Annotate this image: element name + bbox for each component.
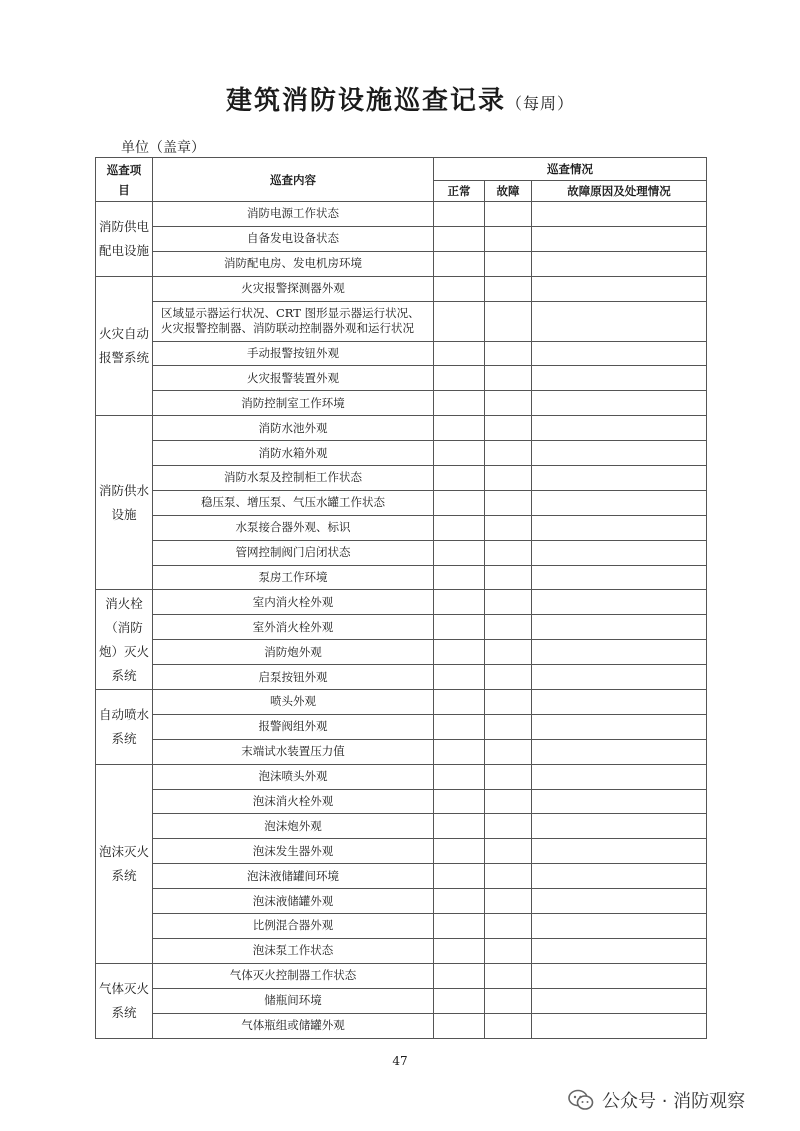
fault-cell[interactable] [485,301,532,341]
reason-cell[interactable] [532,839,707,864]
category-cell: 消防供电配电设施 [96,202,153,277]
item-cell: 泡沫泵工作状态 [153,938,434,963]
category-cell: 自动喷水系统 [96,690,153,765]
watermark [568,1087,745,1113]
reason-cell[interactable] [532,301,707,341]
item-cell: 泡沫消火栓外观 [153,789,434,814]
normal-cell[interactable] [434,690,485,715]
normal-cell[interactable] [434,714,485,739]
fault-cell[interactable] [485,276,532,301]
header-fault: 故障 [485,181,532,202]
table-row [96,226,707,251]
normal-cell[interactable] [434,640,485,665]
normal-cell[interactable] [434,276,485,301]
table-row [96,466,707,491]
item-cell: 室外消火栓外观 [153,615,434,640]
item-cell: 消防炮外观 [153,640,434,665]
reason-cell[interactable] [532,615,707,640]
reason-cell[interactable] [532,366,707,391]
normal-cell[interactable] [434,226,485,251]
normal-cell[interactable] [434,565,485,590]
table-row [96,416,707,441]
reason-cell[interactable] [532,938,707,963]
normal-cell[interactable] [434,590,485,615]
item-cell: 气体瓶组或储罐外观 [153,1013,434,1038]
page-title [0,80,800,117]
item-cell: 比例混合器外观 [153,914,434,939]
fault-cell[interactable] [485,665,532,690]
table-row [96,764,707,789]
table-row [96,615,707,640]
item-cell: 报警阀组外观 [153,714,434,739]
table-row [96,839,707,864]
reason-cell[interactable] [532,441,707,466]
title-sub: （每周） [506,94,575,113]
table-row [96,301,707,341]
item-cell: 消防电源工作状态 [153,202,434,227]
item-cell: 消防配电房、发电机房环境 [153,251,434,276]
fault-cell[interactable] [485,341,532,366]
reason-cell[interactable] [532,789,707,814]
fault-cell[interactable] [485,490,532,515]
category-cell: 消防供水设施 [96,416,153,590]
reason-cell[interactable] [532,276,707,301]
reason-cell[interactable] [532,739,707,764]
category-cell: 气体灭火系统 [96,963,153,1038]
normal-cell[interactable] [434,441,485,466]
fault-cell[interactable] [485,690,532,715]
item-cell: 水泵接合器外观、标识 [153,515,434,540]
fault-cell[interactable] [485,590,532,615]
fault-cell[interactable] [485,839,532,864]
table-row [96,714,707,739]
item-cell: 泡沫喷头外观 [153,764,434,789]
fault-cell[interactable] [485,540,532,565]
fault-cell[interactable] [485,789,532,814]
reason-cell[interactable] [532,640,707,665]
normal-cell[interactable] [434,739,485,764]
reason-cell[interactable] [532,814,707,839]
item-cell: 消防水泵及控制柜工作状态 [153,466,434,491]
fault-cell[interactable] [485,889,532,914]
title-main: 建筑消防设施巡查记录 [225,86,506,116]
reason-cell[interactable] [532,565,707,590]
reason-cell[interactable] [532,764,707,789]
item-cell: 消防水池外观 [153,416,434,441]
fault-cell[interactable] [485,251,532,276]
item-cell: 泡沫炮外观 [153,814,434,839]
reason-cell[interactable] [532,202,707,227]
reason-cell[interactable] [532,714,707,739]
normal-cell[interactable] [434,366,485,391]
fault-cell[interactable] [485,764,532,789]
reason-cell[interactable] [532,391,707,416]
fault-cell[interactable] [485,963,532,988]
normal-cell[interactable] [434,988,485,1013]
wechat-icon [568,1089,594,1111]
reason-cell[interactable] [532,590,707,615]
item-cell: 区域显示器运行状况、CRT 图形显示器运行状况、火灾报警控制器、消防联动控制器外观和运行状况 [153,301,434,341]
item-cell: 泡沫液储罐间环境 [153,864,434,889]
table-row [96,889,707,914]
normal-cell[interactable] [434,864,485,889]
reason-cell[interactable] [532,416,707,441]
fault-cell[interactable] [485,391,532,416]
normal-cell[interactable] [434,665,485,690]
normal-cell[interactable] [434,1013,485,1038]
normal-cell[interactable] [434,416,485,441]
item-cell: 室内消火栓外观 [153,590,434,615]
table-row [96,864,707,889]
table-row [96,665,707,690]
item-cell: 启泵按钮外观 [153,665,434,690]
reason-cell[interactable] [532,665,707,690]
table-row [96,789,707,814]
page-number: 47 [392,1054,408,1068]
normal-cell[interactable] [434,839,485,864]
normal-cell[interactable] [434,789,485,814]
normal-cell[interactable] [434,814,485,839]
normal-cell[interactable] [434,341,485,366]
table-row [96,1013,707,1038]
reason-cell[interactable] [532,341,707,366]
header-normal: 正常 [434,181,485,202]
table-row [96,341,707,366]
table-row [96,814,707,839]
normal-cell[interactable] [434,963,485,988]
item-cell: 火灾报警探测器外观 [153,276,434,301]
item-cell: 消防控制室工作环境 [153,391,434,416]
header-category: 巡查项目 [96,158,153,202]
reason-cell[interactable] [532,864,707,889]
table-row [96,565,707,590]
normal-cell[interactable] [434,764,485,789]
table-row [96,739,707,764]
header-reason: 故障原因及处理情况 [532,181,707,202]
reason-cell[interactable] [532,690,707,715]
fault-cell[interactable] [485,714,532,739]
normal-cell[interactable] [434,540,485,565]
item-cell: 泵房工作环境 [153,565,434,590]
fault-cell[interactable] [485,466,532,491]
normal-cell[interactable] [434,914,485,939]
item-cell: 手动报警按钮外观 [153,341,434,366]
fault-cell[interactable] [485,416,532,441]
header-content: 巡查内容 [153,158,434,202]
fault-cell[interactable] [485,615,532,640]
reason-cell[interactable] [532,963,707,988]
fault-cell[interactable] [485,565,532,590]
item-cell: 管网控制阀门启闭状态 [153,540,434,565]
fault-cell[interactable] [485,864,532,889]
table-row [96,515,707,540]
item-cell: 喷头外观 [153,690,434,715]
normal-cell[interactable] [434,889,485,914]
item-cell: 火灾报警装置外观 [153,366,434,391]
reason-cell[interactable] [532,466,707,491]
table-body [96,202,707,1039]
item-cell: 自备发电设备状态 [153,226,434,251]
table-row [96,366,707,391]
reason-cell[interactable] [532,226,707,251]
fault-cell[interactable] [485,366,532,391]
item-cell: 气体灭火控制器工作状态 [153,963,434,988]
normal-cell[interactable] [434,301,485,341]
item-cell: 泡沫液储罐外观 [153,889,434,914]
table-row [96,914,707,939]
table-row [96,202,707,227]
item-cell: 泡沫发生器外观 [153,839,434,864]
normal-cell[interactable] [434,251,485,276]
category-cell: 泡沫灭火系统 [96,764,153,963]
reason-cell[interactable] [532,988,707,1013]
normal-cell[interactable] [434,391,485,416]
fault-cell[interactable] [485,640,532,665]
reason-cell[interactable] [532,1013,707,1038]
normal-cell[interactable] [434,490,485,515]
reason-cell[interactable] [532,251,707,276]
table-row [96,251,707,276]
table-row [96,490,707,515]
table-row [96,690,707,715]
table-row [96,988,707,1013]
normal-cell[interactable] [434,515,485,540]
table-row [96,963,707,988]
header-situation: 巡查情况 [434,158,707,181]
table-row [96,640,707,665]
item-cell: 末端试水装置压力值 [153,739,434,764]
table-row [96,540,707,565]
category-cell: 消火栓（消防炮）灭火系统 [96,590,153,690]
fault-cell[interactable] [485,1013,532,1038]
normal-cell[interactable] [434,615,485,640]
fault-cell[interactable] [485,515,532,540]
record-table [95,157,707,1039]
fault-cell[interactable] [485,988,532,1013]
item-cell: 消防水箱外观 [153,441,434,466]
table-row [96,938,707,963]
normal-cell[interactable] [434,202,485,227]
reason-cell[interactable] [532,515,707,540]
table-row [96,441,707,466]
fault-cell[interactable] [485,226,532,251]
category-cell: 火灾自动报警系统 [96,276,153,416]
reason-cell[interactable] [532,914,707,939]
reason-cell[interactable] [532,540,707,565]
table-row [96,276,707,301]
fault-cell[interactable] [485,202,532,227]
item-cell: 储瓶间环境 [153,988,434,1013]
reason-cell[interactable] [532,490,707,515]
fault-cell[interactable] [485,739,532,764]
fault-cell[interactable] [485,914,532,939]
normal-cell[interactable] [434,466,485,491]
item-cell: 稳压泵、增压泵、气压水罐工作状态 [153,490,434,515]
fault-cell[interactable] [485,441,532,466]
table-row [96,391,707,416]
watermark-text: 公众号 · 消防观察 [602,1091,746,1112]
table-row [96,590,707,615]
fault-cell[interactable] [485,938,532,963]
normal-cell[interactable] [434,938,485,963]
fault-cell[interactable] [485,814,532,839]
unit-label: 单位（盖章） [121,140,205,156]
reason-cell[interactable] [532,889,707,914]
